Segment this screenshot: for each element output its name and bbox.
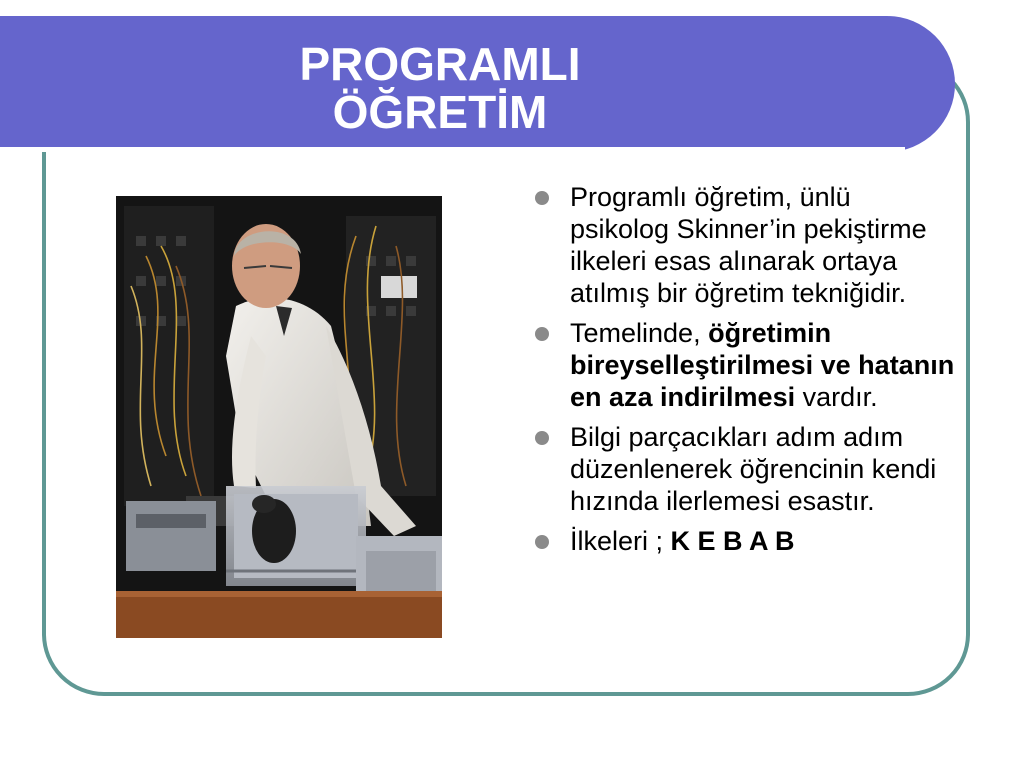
bullet-dot-icon xyxy=(535,327,549,341)
bullet-text: Bilgi parçacıkları adım adım düzenlenerek öğrencinin kendi hızında ilerlemesi esastır. xyxy=(570,422,937,516)
bullet-dot-icon xyxy=(535,431,549,445)
bullet-dot-icon xyxy=(535,191,549,205)
title-underline xyxy=(0,147,905,152)
bullet-text-prefix: İlkeleri ; xyxy=(570,526,671,556)
bullet-text-bold: K E B A B xyxy=(670,526,795,556)
bullet-item xyxy=(535,525,955,557)
bullet-text: Programlı öğretim, ünlü psikolog Skinner’in pekiştirme ilkeleri esas alınarak ortaya atılmış bir öğretim tekniğidir. xyxy=(570,182,927,308)
slide-title-line-2: ÖĞRETİM xyxy=(332,86,548,138)
bullet-dot-icon xyxy=(535,535,549,549)
bullet-item xyxy=(535,181,955,309)
bullet-list xyxy=(535,181,955,565)
bullet-text-suffix: vardır. xyxy=(795,382,878,412)
slide-title xyxy=(240,40,640,136)
title-banner xyxy=(0,16,955,152)
bullet-text-prefix: Temelinde, xyxy=(570,318,709,348)
bullet-item xyxy=(535,421,955,517)
bullet-text-bold: öğretimin bireyselleştirilmesi ve hatanın en aza indirilmesi xyxy=(570,318,955,412)
bullet-item xyxy=(535,317,955,413)
skinner-lab-photo xyxy=(116,196,442,638)
slide-title-line-1: PROGRAMLI xyxy=(299,38,581,90)
